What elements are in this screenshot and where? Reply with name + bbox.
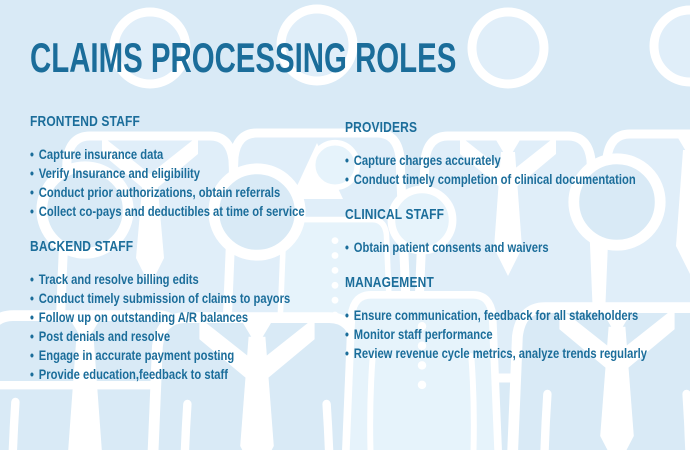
bullet-item: • Review revenue cycle metrics, analyze trends regularly [345, 344, 690, 363]
bullet-item: • Follow up on outstanding A/R balances [30, 308, 366, 327]
section-providers [345, 120, 690, 189]
bullet-item: • Conduct prior authorizations, obtain referrals [30, 183, 366, 202]
bullet-item: • Engage in accurate payment posting [30, 346, 366, 365]
section-management [345, 275, 690, 363]
bullet-list [345, 306, 690, 363]
bullet-item: • Conduct timely submission of claims to payors [30, 289, 366, 308]
bullet-item: • Collect co-pays and deductibles at time of service [30, 202, 366, 221]
right-column [345, 120, 690, 381]
bullet-item: • Monitor staff performance [345, 325, 690, 344]
bullet-item: • Ensure communication, feedback for all stakeholders [345, 306, 690, 325]
bullet-item: • Capture insurance data [30, 145, 366, 164]
section-backend-staff [30, 239, 366, 384]
bullet-item: • Post denials and resolve [30, 327, 366, 346]
bullet-item: • Track and resolve billing edits [30, 270, 366, 289]
bullet-list [30, 145, 366, 221]
bullet-list [345, 238, 690, 257]
section-heading: CLINICAL STAFF [345, 206, 445, 223]
section-heading: MANAGEMENT [345, 274, 434, 291]
bullet-item: • Conduct timely completion of clinical documentation [345, 170, 690, 189]
page-title: CLAIMS PROCESSING ROLES [30, 34, 457, 81]
bullet-item: • Capture charges accurately [345, 151, 690, 170]
bullet-item: • Obtain patient consents and waivers [345, 238, 690, 257]
bullet-item: • Provide education,feedback to staff [30, 365, 366, 384]
bullet-list [345, 151, 690, 189]
section-frontend-staff [30, 114, 366, 221]
section-clinical-staff [345, 207, 690, 257]
section-heading: FRONTEND STAFF [30, 113, 141, 130]
section-heading: PROVIDERS [345, 119, 418, 136]
bullet-list [30, 270, 366, 384]
left-column [30, 114, 366, 402]
bullet-item: • Verify Insurance and eligibility [30, 164, 366, 183]
section-heading: BACKEND STAFF [30, 238, 134, 255]
